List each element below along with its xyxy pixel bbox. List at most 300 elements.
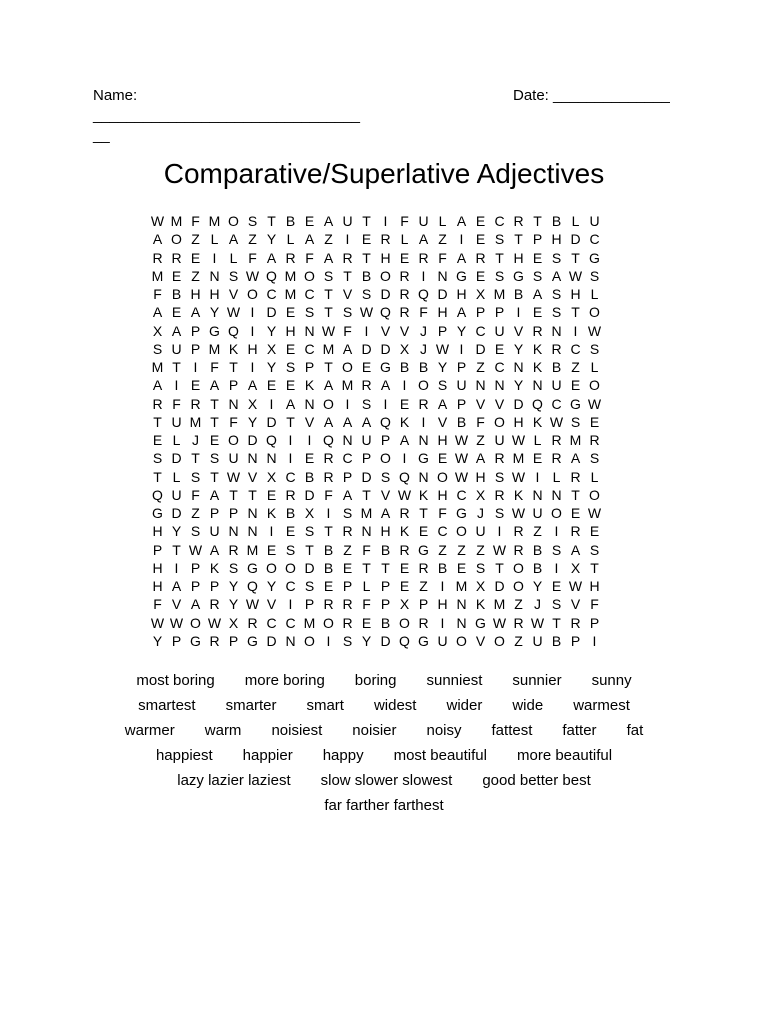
grid-letter: W	[492, 541, 507, 558]
grid-letter: R	[418, 559, 429, 576]
grid-letter: F	[229, 413, 238, 430]
grid-letter: R	[513, 213, 524, 230]
grid-letter: N	[285, 632, 296, 649]
grid-letter: J	[192, 432, 199, 449]
word-bank-item: lazy lazier laziest	[177, 771, 291, 789]
grid-letter: E	[171, 267, 182, 284]
grid-letter: C	[494, 359, 505, 376]
grid-letter: L	[172, 432, 181, 449]
grid-letter: P	[190, 578, 201, 595]
grid-letter: L	[571, 213, 580, 230]
grid-letter: I	[250, 304, 255, 321]
grid-letter: U	[228, 450, 239, 467]
grid-letter: F	[191, 486, 200, 503]
word-bank-item: sunnier	[512, 671, 562, 689]
grid-letter: W	[150, 614, 165, 631]
grid-letter: I	[554, 559, 559, 576]
grid-letter: T	[191, 450, 200, 467]
grid-letter: I	[592, 632, 597, 649]
grid-letter: E	[475, 267, 486, 284]
grid-letter: E	[399, 559, 410, 576]
grid-letter: E	[323, 578, 334, 595]
grid-letter: A	[152, 304, 163, 321]
grid-letter: W	[188, 541, 203, 558]
grid-letter: Y	[171, 523, 182, 540]
grid-letter: V	[570, 596, 581, 613]
grid-letter: T	[210, 395, 219, 412]
grid-letter: V	[494, 395, 505, 412]
grid-letter: S	[532, 267, 543, 284]
name-blank-line-continued: __	[93, 127, 110, 144]
grid-letter: E	[304, 450, 315, 467]
grid-letter: A	[209, 486, 220, 503]
grid-letter: U	[456, 377, 467, 394]
grid-letter: W	[511, 505, 526, 522]
word-bank-row	[0, 768, 768, 793]
grid-letter: Z	[343, 541, 352, 558]
grid-letter: B	[380, 614, 391, 631]
grid-letter: H	[437, 304, 448, 321]
grid-letter: O	[342, 359, 353, 376]
date-label: Date:	[513, 87, 549, 104]
grid-letter: B	[532, 559, 543, 576]
grid-letter: C	[285, 578, 296, 595]
grid-letter: V	[399, 322, 410, 339]
grid-letter: I	[269, 395, 274, 412]
word-bank-item: more boring	[244, 671, 325, 689]
grid-letter: D	[247, 432, 258, 449]
word-bank-item: warm	[204, 721, 242, 739]
grid-letter: F	[191, 213, 200, 230]
grid-letter: R	[171, 249, 182, 266]
grid-letter: S	[570, 413, 581, 430]
grid-row	[148, 340, 604, 358]
grid-letter: E	[532, 450, 543, 467]
grid-letter: Q	[266, 432, 277, 449]
word-bank-item: noisier	[352, 721, 397, 739]
grid-letter: Q	[418, 286, 429, 303]
grid-letter: D	[266, 304, 277, 321]
grid-letter: P	[342, 468, 353, 485]
grid-letter: W	[568, 578, 583, 595]
grid-letter: V	[437, 413, 448, 430]
grid-letter: P	[380, 578, 391, 595]
grid-letter: N	[209, 267, 220, 284]
grid-letter: T	[305, 541, 314, 558]
grid-letter: F	[210, 359, 219, 376]
grid-row	[148, 230, 604, 248]
grid-letter: M	[189, 413, 202, 430]
grid-letter: H	[456, 286, 467, 303]
grid-letter: F	[305, 249, 314, 266]
grid-letter: Q	[152, 486, 163, 503]
word-bank-item: widest	[373, 696, 417, 714]
grid-letter: U	[589, 213, 600, 230]
grid-letter: V	[380, 322, 391, 339]
grid-letter: A	[361, 413, 372, 430]
grid-letter: R	[513, 614, 524, 631]
grid-letter: P	[190, 322, 201, 339]
grid-letter: H	[285, 322, 296, 339]
grid-letter: R	[418, 249, 429, 266]
grid-letter: O	[589, 304, 600, 321]
grid-letter: Z	[191, 231, 200, 248]
grid-row	[148, 285, 604, 303]
grid-letter: V	[171, 596, 182, 613]
grid-row	[148, 486, 604, 504]
grid-letter: T	[362, 249, 371, 266]
grid-letter: W	[207, 614, 222, 631]
grid-letter: C	[285, 614, 296, 631]
word-bank-row	[0, 693, 768, 718]
grid-letter: S	[589, 267, 600, 284]
grid-letter: C	[285, 468, 296, 485]
grid-letter: N	[456, 614, 467, 631]
grid-letter: L	[172, 468, 181, 485]
grid-letter: N	[247, 523, 258, 540]
grid-letter: Y	[247, 413, 258, 430]
grid-letter: R	[399, 286, 410, 303]
grid-letter: Z	[191, 267, 200, 284]
grid-letter: E	[266, 486, 277, 503]
grid-letter: W	[454, 468, 469, 485]
grid-letter: N	[494, 377, 505, 394]
grid-letter: R	[285, 249, 296, 266]
grid-letter: S	[494, 505, 505, 522]
grid-letter: T	[362, 486, 371, 503]
grid-letter: S	[361, 286, 372, 303]
grid-letter: C	[266, 614, 277, 631]
grid-letter: G	[380, 359, 391, 376]
grid-letter: W	[587, 395, 602, 412]
grid-letter: W	[454, 450, 469, 467]
word-bank-item: happy	[322, 746, 364, 764]
grid-letter: U	[171, 340, 182, 357]
grid-letter: R	[152, 395, 163, 412]
grid-letter: P	[190, 340, 201, 357]
grid-letter: O	[380, 450, 391, 467]
grid-letter: E	[190, 377, 201, 394]
grid-letter: W	[568, 267, 583, 284]
grid-letter: X	[152, 322, 163, 339]
grid-letter: L	[438, 213, 447, 230]
grid-letter: S	[494, 231, 505, 248]
grid-letter: B	[551, 632, 562, 649]
grid-letter: N	[513, 359, 524, 376]
grid-letter: P	[304, 359, 315, 376]
grid-letter: J	[420, 340, 427, 357]
grid-letter: I	[212, 249, 217, 266]
grid-letter: T	[286, 413, 295, 430]
grid-letter: M	[341, 377, 354, 394]
grid-letter: B	[399, 359, 410, 376]
grid-letter: O	[513, 578, 524, 595]
grid-letter: Z	[476, 359, 485, 376]
grid-letter: T	[571, 249, 580, 266]
grid-letter: D	[361, 468, 372, 485]
grid-letter: P	[532, 231, 543, 248]
grid-letter: D	[304, 486, 315, 503]
grid-letter: F	[153, 286, 162, 303]
grid-letter: M	[151, 267, 164, 284]
grid-letter: Q	[399, 632, 410, 649]
grid-letter: T	[210, 468, 219, 485]
grid-letter: P	[228, 632, 239, 649]
grid-letter: S	[228, 559, 239, 576]
grid-letter: F	[153, 596, 162, 613]
grid-letter: S	[551, 286, 562, 303]
grid-letter: T	[324, 523, 333, 540]
grid-letter: C	[342, 450, 353, 467]
grid-letter: T	[343, 267, 352, 284]
grid-letter: B	[551, 359, 562, 376]
grid-letter: Z	[191, 505, 200, 522]
grid-letter: I	[554, 523, 559, 540]
grid-letter: K	[266, 505, 277, 522]
grid-letter: V	[475, 632, 486, 649]
grid-letter: A	[437, 395, 448, 412]
grid-letter: K	[399, 523, 410, 540]
grid-letter: E	[475, 213, 486, 230]
grid-letter: R	[399, 267, 410, 284]
grid-letter: R	[247, 614, 258, 631]
grid-row	[148, 577, 604, 595]
grid-letter: T	[362, 559, 371, 576]
grid-letter: S	[304, 304, 315, 321]
grid-letter: I	[307, 432, 312, 449]
grid-letter: A	[342, 413, 353, 430]
grid-letter: O	[304, 632, 315, 649]
grid-letter: D	[266, 413, 277, 430]
grid-letter: A	[551, 267, 562, 284]
grid-letter: D	[171, 450, 182, 467]
grid-letter: Q	[228, 322, 239, 339]
grid-letter: R	[532, 322, 543, 339]
grid-letter: L	[400, 231, 409, 248]
grid-letter: E	[570, 505, 581, 522]
grid-letter: B	[285, 505, 296, 522]
grid-letter: R	[342, 249, 353, 266]
grid-letter: L	[286, 231, 295, 248]
grid-letter: O	[456, 523, 467, 540]
grid-letter: M	[208, 213, 221, 230]
grid-letter: D	[437, 286, 448, 303]
grid-letter: E	[266, 377, 277, 394]
grid-row	[148, 303, 604, 321]
grid-letter: X	[266, 340, 277, 357]
grid-letter: I	[193, 359, 198, 376]
grid-letter: R	[418, 614, 429, 631]
grid-row	[148, 541, 604, 559]
grid-letter: S	[437, 377, 448, 394]
grid-letter: R	[342, 614, 353, 631]
grid-letter: O	[304, 267, 315, 284]
grid-letter: S	[551, 596, 562, 613]
word-bank-item: fattest	[491, 721, 533, 739]
grid-letter: E	[171, 304, 182, 321]
grid-letter: S	[304, 523, 315, 540]
grid-letter: Z	[571, 359, 580, 376]
grid-letter: O	[285, 559, 296, 576]
grid-letter: G	[152, 505, 163, 522]
grid-letter: S	[247, 213, 258, 230]
grid-letter: A	[285, 395, 296, 412]
grid-letter: S	[551, 249, 562, 266]
grid-letter: E	[152, 432, 163, 449]
grid-letter: Z	[438, 541, 447, 558]
word-bank-item: happier	[242, 746, 293, 764]
grid-letter: T	[362, 213, 371, 230]
grid-letter: X	[475, 578, 486, 595]
grid-letter: R	[494, 486, 505, 503]
grid-letter: W	[549, 413, 564, 430]
grid-letter: V	[228, 286, 239, 303]
grid-letter: R	[190, 395, 201, 412]
grid-letter: B	[285, 213, 296, 230]
word-bank-item: far farther farthest	[324, 796, 444, 814]
grid-letter: Y	[266, 231, 277, 248]
grid-letter: L	[590, 468, 599, 485]
grid-letter: R	[399, 505, 410, 522]
grid-letter: M	[569, 432, 582, 449]
grid-letter: E	[456, 559, 467, 576]
grid-letter: H	[513, 413, 524, 430]
grid-letter: I	[440, 614, 445, 631]
grid-letter: P	[209, 505, 220, 522]
grid-letter: V	[513, 322, 524, 339]
grid-letter: W	[245, 596, 260, 613]
grid-letter: R	[323, 468, 334, 485]
grid-letter: B	[437, 559, 448, 576]
grid-letter: K	[228, 340, 239, 357]
grid-letter: E	[551, 578, 562, 595]
grid-letter: T	[419, 505, 428, 522]
grid-letter: I	[459, 340, 464, 357]
word-bank-item: more beautiful	[516, 746, 613, 764]
grid-letter: P	[171, 632, 182, 649]
grid-letter: H	[437, 486, 448, 503]
grid-letter: N	[532, 377, 543, 394]
grid-letter: B	[551, 213, 562, 230]
grid-letter: N	[361, 523, 372, 540]
grid-letter: S	[589, 450, 600, 467]
grid-letter: Y	[266, 322, 277, 339]
grid-letter: Z	[533, 523, 542, 540]
grid-letter: R	[475, 249, 486, 266]
grid-letter: A	[532, 286, 543, 303]
grid-row	[148, 522, 604, 540]
grid-letter: N	[418, 468, 429, 485]
grid-letter: E	[361, 614, 372, 631]
grid-letter: K	[418, 486, 429, 503]
grid-letter: T	[267, 213, 276, 230]
grid-letter: E	[399, 395, 410, 412]
grid-letter: R	[551, 432, 562, 449]
grid-letter: W	[245, 267, 260, 284]
worksheet-title: Comparative/Superlative Adjectives	[163, 158, 605, 189]
grid-letter: M	[246, 541, 259, 558]
grid-letter: Q	[323, 432, 334, 449]
grid-letter: R	[589, 432, 600, 449]
grid-letter: B	[456, 413, 467, 430]
grid-letter: K	[513, 486, 524, 503]
grid-letter: E	[266, 541, 277, 558]
word-bank	[0, 668, 768, 818]
grid-letter: Y	[437, 359, 448, 376]
grid-letter: N	[247, 505, 258, 522]
grid-letter: O	[323, 395, 334, 412]
word-bank-item: good better best	[482, 771, 591, 789]
grid-letter: T	[514, 231, 523, 248]
grid-letter: P	[380, 432, 391, 449]
grid-letter: E	[285, 523, 296, 540]
grid-letter: E	[399, 578, 410, 595]
grid-letter: K	[209, 559, 220, 576]
grid-letter: R	[228, 541, 239, 558]
grid-letter: E	[399, 249, 410, 266]
grid-row	[148, 595, 604, 613]
grid-letter: S	[152, 450, 163, 467]
grid-letter: N	[551, 322, 562, 339]
word-bank-item: wider	[446, 696, 483, 714]
grid-letter: F	[362, 596, 371, 613]
grid-letter: H	[152, 559, 163, 576]
grid-letter: S	[589, 340, 600, 357]
grid-letter: D	[494, 578, 505, 595]
grid-letter: N	[456, 596, 467, 613]
grid-letter: A	[418, 231, 429, 248]
grid-letter: L	[362, 578, 371, 595]
grid-letter: A	[209, 377, 220, 394]
grid-letter: C	[570, 340, 581, 357]
grid-letter: W	[397, 486, 412, 503]
word-bank-row	[0, 718, 768, 743]
grid-letter: O	[266, 559, 277, 576]
grid-letter: P	[361, 450, 372, 467]
grid-letter: T	[324, 286, 333, 303]
word-bank-row	[0, 668, 768, 693]
grid-letter: P	[456, 395, 467, 412]
grid-letter: T	[495, 249, 504, 266]
grid-letter: N	[342, 432, 353, 449]
grid-letter: D	[380, 632, 391, 649]
grid-letter: K	[399, 413, 410, 430]
grid-letter: B	[323, 541, 334, 558]
grid-letter: O	[494, 413, 505, 430]
grid-letter: K	[532, 359, 543, 376]
grid-letter: J	[534, 596, 541, 613]
grid-letter: X	[475, 486, 486, 503]
grid-letter: A	[342, 486, 353, 503]
grid-letter: F	[343, 322, 352, 339]
grid-letter: S	[190, 468, 201, 485]
grid-letter: F	[419, 304, 428, 321]
grid-letter: U	[532, 505, 543, 522]
grid-letter: F	[400, 213, 409, 230]
grid-letter: T	[590, 559, 599, 576]
grid-letter: M	[493, 596, 506, 613]
grid-letter: I	[421, 413, 426, 430]
grid-letter: S	[342, 505, 353, 522]
grid-letter: P	[228, 377, 239, 394]
grid-letter: C	[456, 486, 467, 503]
grid-letter: G	[570, 395, 581, 412]
word-bank-item: sunniest	[426, 671, 483, 689]
grid-letter: T	[172, 359, 181, 376]
grid-letter: A	[570, 450, 581, 467]
grid-row	[148, 395, 604, 413]
grid-letter: T	[229, 359, 238, 376]
